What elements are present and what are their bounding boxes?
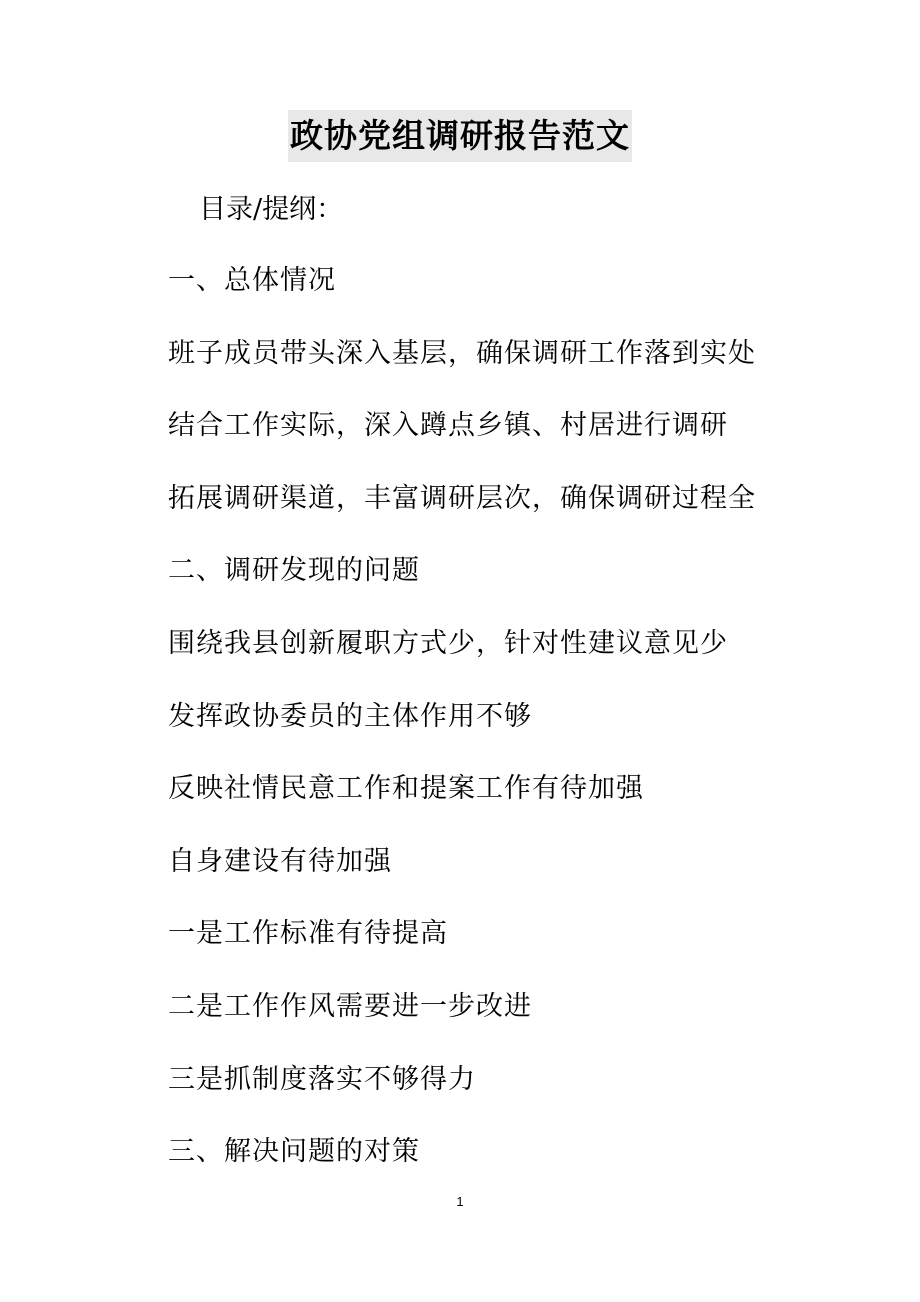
outline-line: 一是工作标准有待提高 — [168, 918, 448, 950]
outline-line: 班子成员带头深入基层，确保调研工作落到实处 — [168, 337, 756, 369]
outline-line: 自身建设有待加强 — [168, 845, 392, 877]
toc-label: 目录/提纲： — [199, 194, 344, 225]
outline-line: 结合工作实际，深入蹲点乡镇、村居进行调研 — [168, 410, 728, 442]
outline-line: 拓展调研渠道，丰富调研层次，确保调研过程全 — [168, 482, 756, 514]
outline-line: 三是抓制度落实不够得力 — [168, 1063, 476, 1095]
outline-list — [168, 261, 768, 1205]
outline-line: 三、解决问题的对策 — [168, 1136, 420, 1168]
outline-line: 反映社情民意工作和提案工作有待加强 — [168, 773, 644, 805]
outline-line: 一、总体情况 — [168, 265, 336, 296]
page-number: 1 — [456, 1194, 464, 1209]
document-title: 政协党组调研报告范文 — [288, 110, 632, 162]
outline-line: 二、调研发现的问题 — [168, 555, 420, 587]
outline-line: 发挥政协委员的主体作用不够 — [168, 700, 532, 732]
title-container — [0, 110, 920, 162]
outline-line: 围绕我县创新履职方式少，针对性建议意见少 — [168, 627, 728, 659]
outline-line: 二是工作作风需要进一步改进 — [168, 990, 532, 1022]
